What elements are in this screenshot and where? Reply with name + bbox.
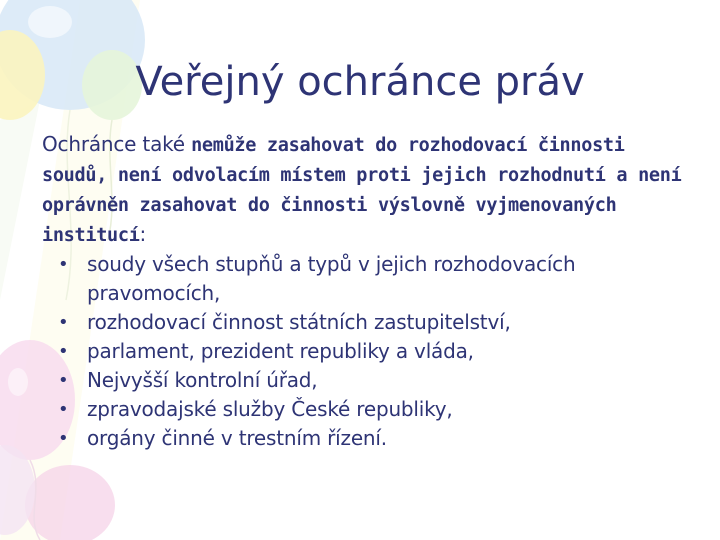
slide-title-text: Veřejný ochránce práv	[135, 59, 585, 105]
intro-bold-text: nemůže zasahovat do rozhodovací činnosti soudů, není odvolacím místem proti jejich rozhodnutí a není oprávněn zasahovat do činnosti výslovně vyjmenovaných institucí	[42, 135, 682, 246]
bullet-icon: •	[58, 399, 69, 420]
bullet-icon: •	[58, 254, 69, 275]
slide-title	[0, 58, 720, 106]
list-item-text: rozhodovací činnost státních zastupitelství,	[87, 310, 511, 334]
list-item-text: orgány činné v trestním řízení.	[87, 426, 387, 450]
intro-paragraph	[42, 130, 682, 250]
intro-plain-text: Ochránce také	[42, 132, 192, 156]
list-item	[42, 395, 682, 424]
bullet-icon: •	[58, 312, 69, 333]
slide-body	[42, 130, 682, 453]
intro-colon: :	[139, 222, 147, 246]
list-item	[42, 424, 682, 453]
bullet-list	[42, 250, 682, 453]
list-item	[42, 308, 682, 337]
list-item-text: parlament, prezident republiky a vláda,	[87, 339, 474, 363]
bullet-icon: •	[58, 341, 69, 362]
list-item-text: zpravodajské služby České republiky,	[87, 397, 453, 421]
list-item	[42, 250, 682, 308]
bullet-icon: •	[58, 428, 69, 449]
list-item	[42, 337, 682, 366]
list-item-text: Nejvyšší kontrolní úřad,	[87, 368, 318, 392]
list-item	[42, 366, 682, 395]
bullet-icon: •	[58, 370, 69, 391]
list-item-text: soudy všech stupňů a typů v jejich rozhodovacích pravomocích,	[87, 252, 576, 305]
